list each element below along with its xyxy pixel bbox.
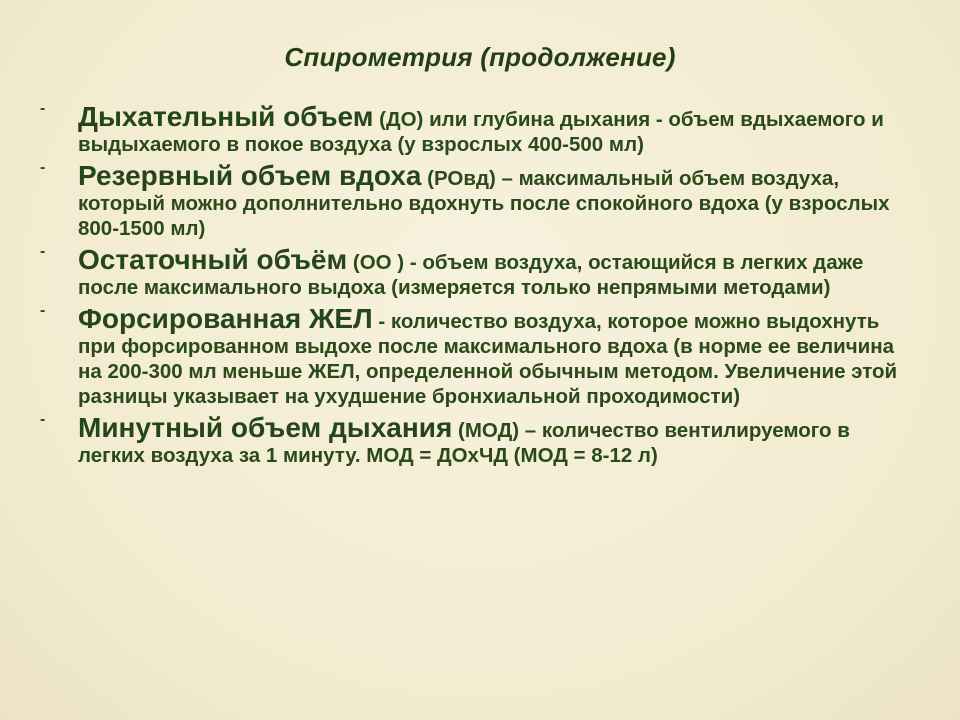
list-item <box>40 302 920 409</box>
list-item <box>40 243 920 300</box>
term-tidal-volume: Дыхательный объем <box>78 101 374 132</box>
list-item <box>40 100 920 157</box>
term-inspiratory-reserve: Резервный объем вдоха <box>78 160 422 191</box>
list-item <box>40 159 920 241</box>
slide-title: Спирометрия (продолжение) <box>284 42 676 72</box>
list-item <box>40 411 920 468</box>
definition-list <box>40 100 920 474</box>
definition-text: - количество воздуха, которое можно выдохнуть при форсированном выдохе после максимального вдоха (в норме ее величина на 200-300 мл меньше ЖЕЛ, определенной обычным методом. Увеличение этой разницы указывает на ухудшение бронхиальной проходимости) <box>78 310 898 408</box>
bullet-dash: - <box>40 159 46 176</box>
definition-text: (РОвд) – максимальный объем воздуха, который можно дополнительно вдохнуть после спокойного вдоха (у взрослых 800-1500 мл) <box>78 167 890 240</box>
term-residual-volume: Остаточный объём <box>78 244 348 275</box>
bullet-dash: - <box>40 302 46 319</box>
definition-text: (МОД) – количество вентилируемого в легких воздуха за 1 минуту. МОД = ДОхЧД (МОД = 8-12 л) <box>78 419 850 467</box>
bullet-dash: - <box>40 243 46 260</box>
bullet-dash: - <box>40 100 46 117</box>
definition-text: (ОО ) - объем воздуха, остающийся в легких даже после максимального выдоха (измеряется только непрямыми методами) <box>78 251 864 299</box>
term-minute-ventilation: Минутный объем дыхания <box>78 412 453 443</box>
definition-text: (ДО) или глубина дыхания - объем вдыхаемого и выдыхаемого в покое воздуха (у взрослых 400-500 мл) <box>78 108 884 156</box>
bullet-dash: - <box>40 411 46 428</box>
term-forced-vital-capacity: Форсированная ЖЕЛ <box>78 303 373 334</box>
